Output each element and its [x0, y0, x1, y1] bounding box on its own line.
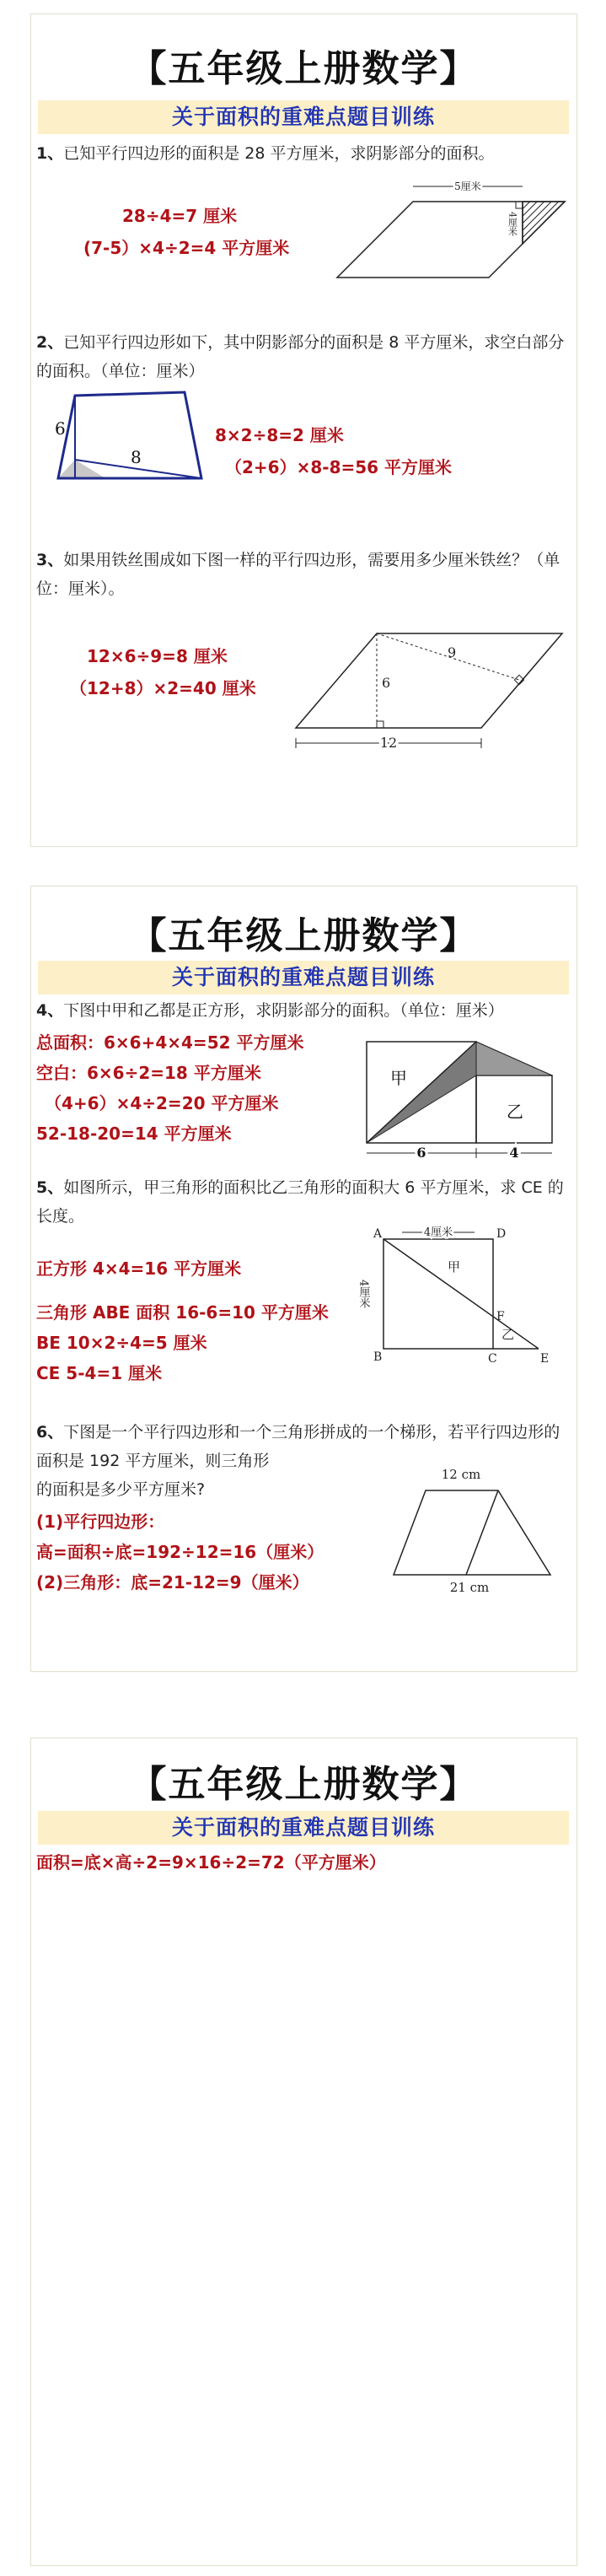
page-title: 【五年级上册数学】	[129, 914, 479, 957]
top-length-label: 12 cm	[441, 1467, 481, 1482]
page-subtitle: 关于面积的重难点题目训练	[38, 100, 569, 134]
question-number: 6、	[36, 1423, 64, 1442]
answer-line: 空白：6×6÷2=18 平方厘米	[36, 1063, 261, 1083]
answer-line: 12×6÷9=8 厘米	[87, 646, 228, 666]
parallelogram-figure-3	[284, 615, 571, 767]
trapezoid-outline	[394, 1490, 550, 1575]
label-jia: 甲	[390, 1068, 407, 1088]
side-dimension-label: 4厘米	[357, 1280, 370, 1309]
question-text: 已知平行四边形如下，其中阴影部分的面积是 8 平方厘米，求空白部分的面积。（单位：厘米）	[36, 333, 565, 380]
answer-line: 总面积：6×6+4×4=52 平方厘米	[36, 1032, 304, 1053]
point-b: B	[373, 1350, 383, 1364]
shaded-triangle	[523, 202, 565, 244]
point-e: E	[540, 1352, 550, 1366]
answer-line: 正方形 4×4=16 平方厘米	[36, 1258, 242, 1279]
answer-line: （2+6）×8-8=56 平方厘米	[225, 457, 453, 477]
question-text: 下图是一个平行四边形和一个三角形拼成的一个梯形，若平行四边形的面积是 192 平方厘米，则三角形	[36, 1423, 560, 1470]
page-1	[30, 13, 577, 847]
label-jia: 甲	[448, 1259, 461, 1275]
parallelogram-outline	[296, 633, 562, 728]
point-d: D	[496, 1227, 507, 1241]
label-4: 4	[509, 1145, 519, 1161]
point-c: C	[488, 1352, 497, 1366]
bottom-label: 8	[131, 447, 142, 467]
label-yi: 乙	[507, 1102, 523, 1122]
answer-line: 高=面积÷底=192÷12=16（厘米）	[36, 1542, 324, 1562]
label-yi: 乙	[501, 1327, 515, 1342]
parallelogram-figure-2	[48, 385, 217, 495]
bottom-length-label: 21 cm	[449, 1580, 490, 1595]
question-4	[36, 996, 576, 1025]
squares-figure	[358, 1037, 569, 1163]
question-number: 2、	[36, 333, 64, 352]
answer-line: （4+6）×4÷2=20 平方厘米	[45, 1093, 279, 1113]
parallelogram-figure-1	[333, 176, 577, 286]
question-6-cont: 的面积是多少平方厘米?	[36, 1480, 206, 1499]
right-angle-mark	[516, 202, 523, 208]
question-5	[36, 1173, 571, 1231]
question-text: 下图中甲和乙都是正方形，求阴影部分的面积。（单位：厘米）	[63, 1001, 504, 1020]
dividing-line	[466, 1490, 498, 1575]
page-subtitle: 关于面积的重难点题目训练	[38, 1811, 569, 1845]
question-3	[36, 546, 571, 603]
side-dimension-label: 4厘米	[507, 212, 518, 236]
answer-line: 52-18-20=14 平方厘米	[36, 1124, 232, 1144]
question-2	[36, 328, 571, 385]
shaded-region	[476, 1042, 552, 1075]
answer-line: 28÷4=7 厘米	[122, 206, 238, 226]
page-title: 【五年级上册数学】	[129, 47, 479, 90]
slant-height-label: 9	[448, 644, 457, 660]
point-f: F	[496, 1310, 505, 1323]
square-abcd	[383, 1239, 493, 1349]
page-2	[30, 886, 577, 1672]
trapezoid-figure	[385, 1465, 571, 1600]
square-triangle-figure	[351, 1224, 579, 1376]
answer-line: BE 10×2÷4=5 厘米	[36, 1333, 207, 1353]
question-1	[36, 139, 567, 168]
page-title: 【五年级上册数学】	[129, 1763, 479, 1806]
base-label: 12	[379, 735, 398, 751]
answer-line: 8×2÷8=2 厘米	[215, 425, 344, 445]
question-text: 已知平行四边形的面积是 28 平方厘米，求阴影部分的面积。	[63, 144, 495, 163]
top-dimension-label: 4厘米	[423, 1226, 453, 1239]
answer-line: 三角形 ABE 面积 16-6=10 平方厘米	[36, 1302, 329, 1323]
line-ae	[383, 1239, 539, 1349]
side-label: 6	[55, 418, 66, 439]
diagonal-line	[367, 1042, 476, 1143]
page-3	[30, 1738, 577, 2566]
page-subtitle: 关于面积的重难点题目训练	[38, 961, 569, 994]
answer-line: (2)三角形：底=21-12=9（厘米）	[36, 1572, 309, 1592]
answer-line: （12+8）×2=40 厘米	[70, 678, 256, 698]
answer-line: (7-5）×4÷2=4 平方厘米	[83, 238, 290, 258]
question-text: 如果用铁丝围成如下图一样的平行四边形，需要用多少厘米铁丝？（单位：厘米）。	[36, 551, 560, 598]
point-a: A	[373, 1227, 383, 1241]
question-text: 如图所示，甲三角形的面积比乙三角形的面积大 6 平方厘米，求 CE 的长度。	[36, 1178, 564, 1226]
answer-line: CE 5-4=1 厘米	[36, 1363, 163, 1383]
right-angle-mark	[377, 721, 383, 728]
label-6: 6	[416, 1145, 426, 1161]
question-number: 5、	[36, 1178, 64, 1197]
question-number: 1、	[36, 144, 64, 163]
question-number: 3、	[36, 551, 64, 569]
answer-line: (1)平行四边形：	[36, 1512, 165, 1532]
question-number: 4、	[36, 1001, 64, 1020]
answer-line: 面积=底×高÷2=9×16÷2=72（平方厘米）	[36, 1852, 386, 1873]
top-dimension-label: 5厘米	[454, 181, 481, 192]
height-label: 6	[382, 675, 391, 691]
